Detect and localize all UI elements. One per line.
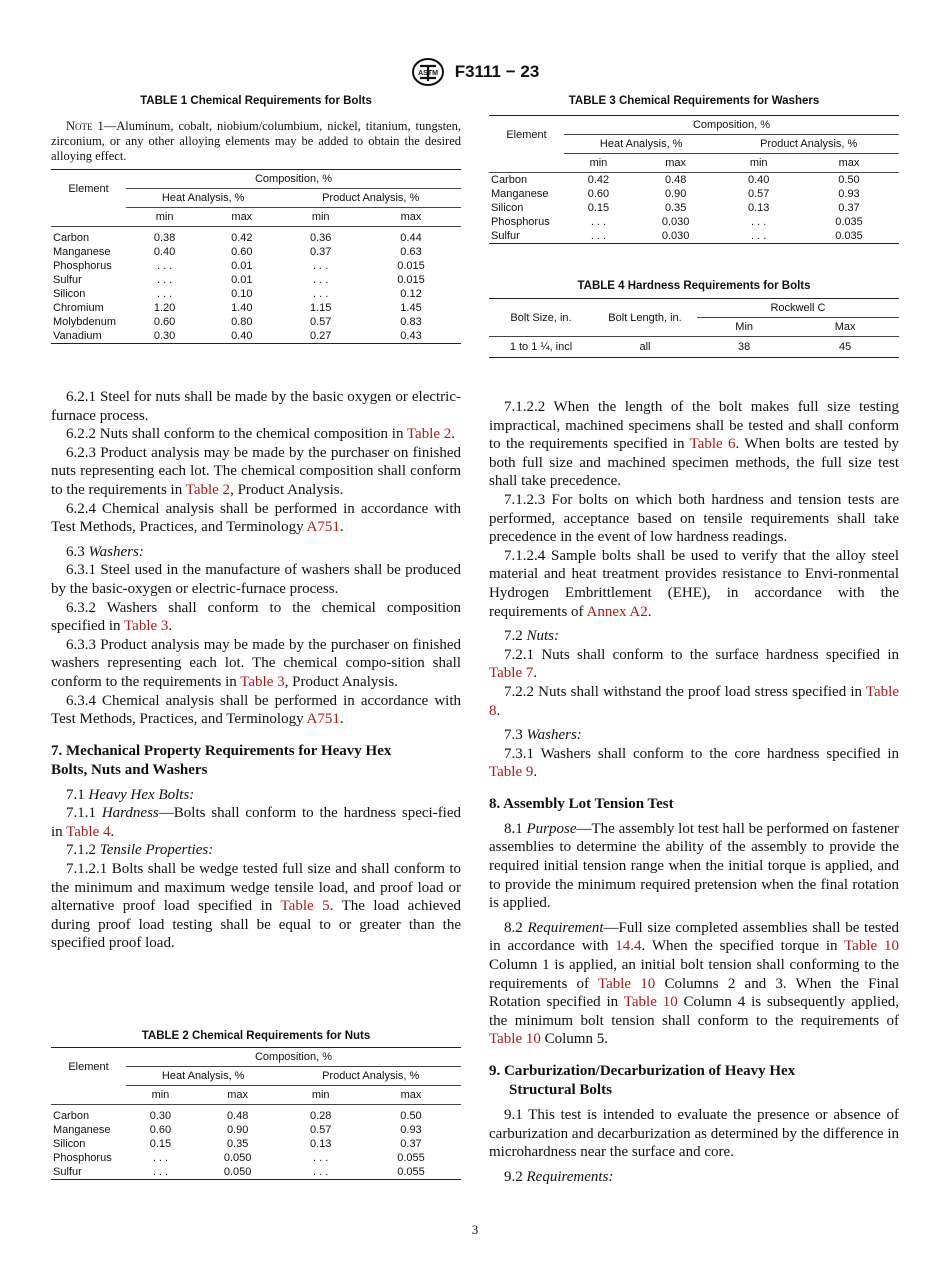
link-table-8[interactable]: Table 8 — [489, 683, 899, 719]
value-cell: 1.20 — [153, 302, 176, 314]
value-cell: . . . — [280, 1165, 361, 1180]
value-cell: 0.37 — [309, 246, 332, 258]
astm-logo-icon — [411, 57, 445, 87]
value-cell: 0.42 — [231, 232, 253, 244]
element-cell: Sulfur — [51, 1165, 126, 1180]
value-cell: . . . — [590, 216, 607, 228]
table-row — [51, 315, 461, 329]
table-2-caption: TABLE 2 Chemical Requirements for Nuts — [141, 1030, 371, 1042]
element-cell: Carbon — [53, 232, 90, 244]
table-row — [51, 1109, 461, 1123]
link-table-10[interactable]: Table 10 — [623, 994, 678, 1011]
value-cell: . . . — [718, 229, 799, 244]
value-cell: 0.48 — [664, 174, 687, 186]
value-cell: 0.050 — [223, 1152, 252, 1164]
link-a751[interactable]: A751 — [306, 711, 340, 728]
value-cell: 0.63 — [400, 246, 422, 258]
value-cell: 0.01 — [231, 274, 253, 286]
value-cell: 0.83 — [400, 316, 422, 328]
link-a751[interactable]: A751 — [306, 519, 340, 536]
table-row — [51, 1165, 461, 1180]
value-cell: 0.57 — [309, 1124, 332, 1136]
table-row — [51, 329, 461, 344]
value-cell: 0.35 — [226, 1138, 249, 1150]
value-cell: 0.10 — [231, 288, 253, 300]
value-cell: . . . — [156, 260, 173, 272]
value-cell: . . . — [126, 1165, 195, 1180]
value-cell: 1.40 — [231, 302, 253, 314]
value-cell: 0.035 — [835, 216, 863, 228]
value-cell: 0.60 — [231, 246, 253, 258]
table-1-caption: TABLE 1 Chemical Requirements for Bolts — [140, 95, 372, 107]
table-row — [489, 215, 899, 229]
table-row — [489, 187, 899, 201]
value-cell: 0.93 — [838, 188, 860, 200]
link-annex-a2[interactable]: Annex A2 — [586, 603, 648, 620]
table-1-block — [51, 95, 461, 344]
svg-text:ASTM: ASTM — [417, 70, 438, 77]
page-header — [0, 57, 950, 87]
value-cell: 0.60 — [587, 188, 610, 200]
element-cell: Silicon — [53, 288, 86, 300]
value-cell: 1.45 — [400, 302, 422, 314]
value-cell: . . . — [313, 288, 329, 300]
link-section-14-4[interactable]: 14.4 — [615, 938, 642, 955]
page-number: 3 — [471, 1222, 479, 1237]
value-cell: 0.40 — [203, 329, 280, 344]
value-cell: 0.030 — [633, 229, 718, 244]
value-cell: 0.15 — [587, 202, 610, 214]
table-3-caption: TABLE 3 Chemical Requirements for Washers — [568, 95, 820, 107]
document-id: F3111 − 23 — [454, 62, 540, 81]
value-cell: 0.35 — [664, 202, 687, 214]
value-cell: 0.93 — [400, 1124, 422, 1136]
value-cell: 0.43 — [361, 329, 461, 344]
value-cell: 0.01 — [231, 260, 253, 272]
link-table-9[interactable]: Table 9 — [489, 764, 534, 781]
element-cell: Sulfur — [53, 274, 82, 286]
value-cell: 0.055 — [397, 1152, 425, 1164]
element-cell: Phosphorus — [53, 1152, 112, 1164]
link-table-6[interactable]: Table 6 — [689, 436, 736, 453]
value-cell: 0.13 — [747, 202, 770, 214]
value-cell: 0.015 — [397, 260, 425, 272]
element-cell: Manganese — [53, 246, 111, 258]
link-table-10[interactable]: Table 10 — [597, 975, 656, 992]
table-row — [51, 273, 461, 287]
value-cell: 0.050 — [195, 1165, 280, 1180]
value-cell: . . . — [313, 260, 329, 272]
table-row — [489, 201, 899, 215]
element-cell: Manganese — [491, 188, 549, 200]
value-cell: 0.90 — [226, 1124, 249, 1136]
value-cell: 0.36 — [309, 232, 332, 244]
link-table-10[interactable]: Table 10 — [844, 938, 899, 955]
element-cell: Molybdenum — [53, 316, 116, 328]
value-cell: . . . — [152, 1152, 169, 1164]
link-table-7[interactable]: Table 7 — [489, 665, 534, 682]
value-cell: 0.90 — [664, 188, 687, 200]
element-cell: Carbon — [491, 174, 528, 186]
table-1-note: Note 1—Aluminum, cobalt, niobium/columbium, nickel, titanium, tungsten, zirconium, or any other alloying elements may be added to obtain the desired alloying effect. — [51, 119, 461, 163]
value-cell: 0.30 — [149, 1110, 172, 1122]
link-table-2[interactable]: Table 2 — [406, 426, 452, 443]
value-cell: . . . — [751, 216, 767, 228]
value-cell: 0.80 — [231, 316, 253, 328]
table-row — [51, 1151, 461, 1165]
element-cell: Phosphorus — [491, 216, 550, 228]
element-cell: Silicon — [491, 202, 524, 214]
value-cell: 0.015 — [397, 274, 425, 286]
element-cell: Silicon — [53, 1138, 86, 1150]
table-row — [51, 231, 461, 245]
value-cell: 0.055 — [361, 1165, 461, 1180]
element-cell: Phosphorus — [53, 260, 112, 272]
value-cell: 0.57 — [309, 316, 332, 328]
value-cell: 0.57 — [747, 188, 770, 200]
table-row — [51, 287, 461, 301]
left-column: 6.2.1 Steel for nuts shall be made by the basic oxygen or electric-furnace process. 6.2.2 Nuts shall conform to the chemical composition in Table 2. 6.2.3 Product analysis may be made by the purchaser on finished nuts representing each lot. The chemical composition shall conform to the requirements in Table 2, Product Analysis. 6.2.4 Chemical analysis shall be performed in accordance with Test Methods, Practices, and Terminology A751. 6.3 Washers: 6.3.1 Steel used in the manufacture of washers shall be produced by the basic-oxygen or electric-furnace process. 6.3.2 Washers shall conform to the chemical composition specified in Table 3. 6.3.3 Product analysis may be made by the purchaser on finished washers representing each lot. The chemical compo-sition shall conform to the requirements in Table 3, Product Analysis. 6.3.4 Chemical analysis shall be performed in accordance with Test Methods, Practices, and Terminology A751. 7. Mechanical Property Requirements for Heavy Hex Bolts, Nuts and Washers 7.1 Heavy Hex Bolts: 7.1.1 Hardness—Bolts shall conform to the hardness speci-fied in Table 4. 7.1.2 Tensile Properties: 7.1.2.1 Bolts shall be wedge tested full size and shall conform to the minimum and maximum wedge tensile load, and proof load or alternative proof load specified in Table 5. The load achieved during proof load testing shall be equal to or greater than the specified proof load. — [51, 389, 462, 952]
value-cell: 0.15 — [149, 1138, 172, 1150]
table-row — [51, 245, 461, 259]
value-cell: 0.30 — [126, 329, 203, 344]
value-cell: 0.28 — [309, 1110, 332, 1122]
element-cell: Vanadium — [51, 329, 126, 344]
link-table-10[interactable]: Table 10 — [489, 1031, 541, 1048]
value-cell: 0.27 — [280, 329, 361, 344]
value-cell: 0.37 — [400, 1138, 422, 1150]
table-2: Element Composition, % Heat Analysis, % Product Analysis, % min max min max Carbon 0.30 0.48 0.28 0.50 Manganese 0.60 0.90 0.57 0.93 Silicon 0.15 0.35 0.13 0.37 Phosphorus . . . 0.050 . . . 0.055 Sulfur . . . 0.050 . . . 0.055 — [51, 1047, 461, 1180]
value-cell: 0.48 — [226, 1110, 249, 1122]
value-cell: 0.44 — [400, 232, 422, 244]
section-9-heading: 9. Carburization/Decarburization of Heavy Hex Structural Bolts — [489, 1063, 796, 1098]
value-cell: 0.030 — [661, 216, 690, 228]
link-table-4[interactable]: Table 4 — [66, 823, 111, 840]
value-cell: 0.40 — [747, 174, 770, 186]
element-cell: Manganese — [53, 1124, 111, 1136]
value-cell: 0.37 — [838, 202, 860, 214]
table-row — [489, 173, 899, 188]
value-cell: 0.40 — [153, 246, 176, 258]
table-1: Element Composition, % Heat Analysis, % Product Analysis, % min max min max Carbon 0.38 0.42 0.36 0.44 Manganese 0.40 0.60 0.37 0.63 Phosphorus . . . 0.01 . . . 0.015 Sulfur . . . 0.01 . . . 0.015 Silicon . . . 0.10 . . . 0.12 Chromium 1.20 1.40 1.15 1.45 Molybdenum 0.60 0.80 0.57 0.83 Vanadium 0.30 0.40 0.27 0.43 — [51, 169, 461, 344]
table-3-block — [489, 95, 899, 244]
table-3: Element Composition, % Heat Analysis, % Product Analysis, % min max min max Carbon 0.42 0.48 0.40 0.50 Manganese 0.60 0.90 0.57 0.93 Silicon 0.15 0.35 0.13 0.37 Phosphorus . . . 0.030 . . . 0.035 Sulfur . . . 0.030 . . . 0.035 — [489, 115, 899, 244]
right-column: 7.1.2.2 When the length of the bolt makes full size testing impractical, machined specimens shall be tested and shall conform to the requirements specified in Table 6. When bolts are tested by both full size and machined specimen methods, the full size test shall take precedence. 7.1.2.3 For bolts on which both hardness and tension tests are performed, acceptance based on tensile requirements shall take precedence in the event of low hardness readings. 7.1.2.4 Sample bolts shall be used to verify that the alloy steel material and heat treatment provides resistance to Envi-ronmental Hydrogen Embrittlement (EHE), in accordance with the requirements of Annex A2. 7.2 Nuts: 7.2.1 Nuts shall conform to the surface hardness specified in Table 7. 7.2.2 Nuts shall withstand the proof load stress specified in Table 8. 7.3 Washers: 7.3.1 Washers shall conform to the core hardness specified in Table 9. 8. Assembly Lot Tension Test 8.1 Purpose—The assembly lot test hall be performed on fastener assemblies to determine the ability of the assembly to provide the required initial tension range when the initial torque is applied, and to provide the minimum required pretension when the final rotation is applied. 8.2 Requirement—Full size completed assemblies shall be tested in accordance with 14.4. When the specified torque in Table 10 Column 1 is applied, an initial bolt tension shall conforming to the requirements of Table 10 Columns 2 and 3. When the Final Rotation specified in Table 10 Column 4 is subsequently applied, the minimum bolt tension shall conform to the requirements of Table 10 Column 5. 9. Carburization/Decarburization of Heavy Hex Structural Bolts 9.1 This test is intended to evaluate the presence or absence of carburization and decarburization as determined by the difference in microhardness near the surface and core. 9.2 Requirements: — [489, 399, 900, 1185]
value-cell: . . . — [156, 274, 173, 286]
table-4-block — [489, 280, 899, 358]
section-8-heading: 8. Assembly Lot Tension Test — [489, 795, 674, 812]
table-2-block — [51, 1030, 461, 1180]
value-cell: . . . — [313, 274, 329, 286]
value-cell: . . . — [313, 1152, 329, 1164]
section-7-heading: 7. Mechanical Property Requirements for Heavy Hex Bolts, Nuts and Washers — [51, 742, 392, 778]
element-cell: Carbon — [53, 1110, 90, 1122]
table-4: Bolt Size, in. Bolt Length, in. Rockwell C Min Max 1 to 1 ¼, incl all 38 45 — [489, 298, 899, 358]
value-cell: . . . — [156, 288, 173, 300]
value-cell: 0.60 — [153, 316, 176, 328]
value-cell: 0.50 — [400, 1110, 422, 1122]
table-4-caption: TABLE 4 Hardness Requirements for Bolts — [577, 280, 811, 292]
value-cell: 0.12 — [400, 288, 422, 300]
value-cell: 0.035 — [799, 229, 899, 244]
element-cell: Sulfur — [489, 229, 564, 244]
table-row — [51, 301, 461, 315]
value-cell: 0.50 — [838, 174, 860, 186]
element-cell: Chromium — [53, 302, 104, 314]
link-table-5[interactable]: Table 5 — [280, 898, 330, 915]
value-cell: . . . — [564, 229, 633, 244]
table-row — [489, 229, 899, 244]
table-row — [51, 1137, 461, 1151]
link-table-3[interactable]: Table 3 — [124, 618, 169, 635]
value-cell: 0.60 — [149, 1124, 172, 1136]
link-table-3[interactable]: Table 3 — [240, 673, 285, 690]
table-row — [51, 1123, 461, 1137]
value-cell: 0.38 — [153, 232, 176, 244]
table-row — [51, 259, 461, 273]
link-table-2[interactable]: Table 2 — [185, 481, 231, 498]
value-cell: 0.13 — [309, 1138, 332, 1150]
value-cell: 0.42 — [587, 174, 610, 186]
value-cell: 1.15 — [309, 302, 332, 314]
